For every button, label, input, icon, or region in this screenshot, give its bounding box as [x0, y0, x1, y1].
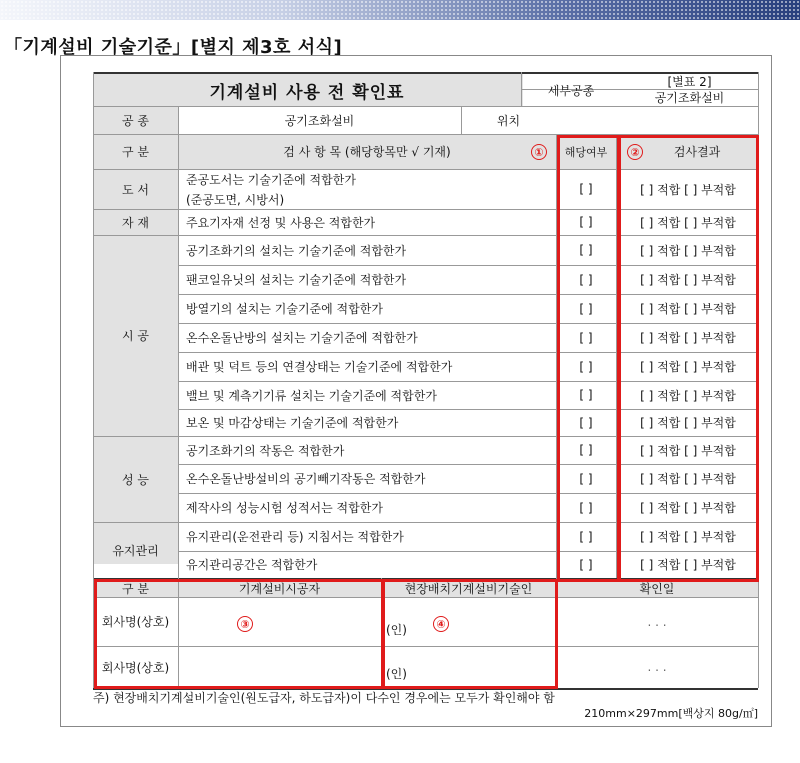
result-options[interactable]: [ ] 적합 [ ] 부적합	[640, 360, 736, 374]
work-value: 공기조화설비	[284, 113, 355, 128]
applicable-checkbox[interactable]: [ ]	[579, 557, 593, 572]
applicable-checkbox[interactable]: [ ]	[579, 415, 593, 430]
seal-label: (인)	[386, 667, 407, 681]
item-con-6: 밸브 및 계측기기류 설치는 기술기준에 적합한가	[186, 388, 437, 403]
result-options[interactable]: [ ] 적합 [ ] 부적합	[640, 243, 736, 258]
item-con-1: 공기조화기의 설치는 기술기준에 적합한가	[186, 243, 407, 258]
form-note: 주) 현장배치기계설비기술인(원도급자, 하도급자)이 다수인 경우에는 모두가 확인해야 함	[93, 690, 555, 705]
applicable-checkbox[interactable]: [ ]	[579, 500, 593, 515]
company-label: 회사명(상호)	[101, 660, 170, 675]
category-header: 구 분	[122, 145, 149, 159]
annotation-box-result	[618, 135, 759, 582]
marker-1: ①	[531, 144, 547, 160]
annex-value: 공기조화설비	[654, 91, 725, 105]
item-mat-1: 주요기자재 선정 및 사용은 적합한가	[186, 215, 376, 230]
item-perf-3: 제작사의 성능시험 성적서는 적합한가	[186, 501, 383, 515]
result-options[interactable]: [ ] 적합 [ ] 부적합	[640, 182, 736, 197]
location-label: 위치	[496, 113, 521, 128]
item-maint-2: 유지관리공간은 적합한가	[186, 558, 318, 572]
item-con-3: 방열기의 설치는 기술기준에 적합한가	[186, 302, 383, 316]
date-field[interactable]: . . .	[647, 660, 667, 674]
marker-3: ③	[237, 616, 253, 632]
page-title: 「기계설비 기술기준」[별지 제3호 서식]	[4, 37, 343, 58]
seal-label: (인)	[386, 622, 407, 637]
applicable-checkbox[interactable]: [ ]	[579, 388, 593, 402]
result-options[interactable]: [ ] 적합 [ ] 부적합	[640, 558, 736, 572]
result-options[interactable]: [ ] 적합 [ ] 부적합	[640, 215, 736, 230]
contractor-header: 기계설비시공자	[238, 581, 321, 596]
items-header: 검 사 항 목 (해당항목만 √ 기재)	[283, 145, 451, 159]
form-title: 기계설비 사용 전 확인표	[209, 82, 405, 103]
subwork-label: 세부공종	[547, 83, 595, 98]
item-perf-2: 온수온돌난방설비의 공기빼기작동은 적합한가	[186, 472, 426, 486]
applicable-checkbox[interactable]: [ ]	[579, 471, 593, 486]
annotation-box-applicable	[557, 135, 620, 582]
marker-4: ④	[433, 616, 449, 632]
bottom-category-header: 구 분	[122, 581, 149, 596]
result-options[interactable]: [ ] 적합 [ ] 부적합	[640, 443, 736, 458]
item-con-4: 온수온돌난방의 설치는 기술기준에 적합한가	[186, 331, 418, 345]
date-header: 확인일	[639, 581, 675, 596]
result-options[interactable]: [ ] 적합 [ ] 부적합	[640, 501, 736, 515]
item-con-2: 팬코일유닛의 설치는 기술기준에 적합한가	[186, 273, 407, 287]
engineer-header: 현장배치기계설비기술인	[404, 581, 533, 596]
marker-2: ②	[627, 144, 643, 160]
applicable-checkbox[interactable]: [ ]	[579, 272, 593, 287]
applicable-checkbox[interactable]: [ ]	[579, 215, 593, 229]
applicable-header: 해당여부	[564, 145, 608, 159]
category-maintenance: 유지관리	[112, 543, 159, 558]
result-options[interactable]: [ ] 적합 [ ] 부적합	[640, 331, 736, 345]
item-doc-1: 준공도서는 기술기준에 적합한가	[186, 172, 356, 187]
category-materials: 자 재	[122, 215, 149, 230]
result-options[interactable]: [ ] 적합 [ ] 부적합	[640, 530, 736, 544]
applicable-checkbox[interactable]: [ ]	[579, 529, 593, 544]
category-construction: 시 공	[122, 329, 149, 343]
date-field[interactable]: . . .	[647, 614, 667, 629]
item-perf-1: 공기조화기의 작동은 적합한가	[186, 443, 345, 458]
item-maint-1: 유지관리(운전관리 등) 지침서는 적합한가	[186, 530, 404, 544]
applicable-checkbox[interactable]: [ ]	[579, 301, 593, 316]
annotation-box-contractor	[94, 579, 384, 689]
applicable-checkbox[interactable]: [ ]	[579, 443, 593, 457]
item-con-7: 보온 및 마감상태는 기술기준에 적합한가	[186, 416, 399, 430]
result-options[interactable]: [ ] 적합 [ ] 부적합	[640, 302, 736, 316]
annotation-box-engineer	[382, 579, 558, 689]
category-documents: 도 서	[122, 182, 149, 197]
result-options[interactable]: [ ] 적합 [ ] 부적합	[640, 472, 736, 486]
location-value[interactable]	[556, 106, 758, 134]
company-label: 회사명(상호)	[101, 615, 170, 629]
result-options[interactable]: [ ] 적합 [ ] 부적합	[640, 388, 736, 403]
header-decoration-bar	[0, 0, 800, 20]
annex-label: [별표 2]	[667, 74, 712, 89]
inspection-form	[60, 55, 772, 727]
item-con-5: 배관 및 덕트 등의 연결상태는 기술기준에 적합한가	[186, 360, 453, 374]
applicable-checkbox[interactable]: [ ]	[579, 359, 593, 374]
item-doc-1-note: (준공도면, 시방서)	[186, 192, 285, 207]
applicable-checkbox[interactable]: [ ]	[579, 182, 593, 196]
result-options[interactable]: [ ] 적합 [ ] 부적합	[640, 416, 736, 430]
applicable-checkbox[interactable]: [ ]	[579, 243, 593, 257]
category-performance: 성 능	[122, 472, 149, 487]
applicable-checkbox[interactable]: [ ]	[579, 330, 593, 345]
result-options[interactable]: [ ] 적합 [ ] 부적합	[640, 273, 736, 287]
paper-spec: 210mm×297mm[백상지 80g/㎡]	[584, 707, 758, 720]
result-header: 검사결과	[673, 145, 721, 159]
work-label: 공 종	[122, 113, 149, 128]
